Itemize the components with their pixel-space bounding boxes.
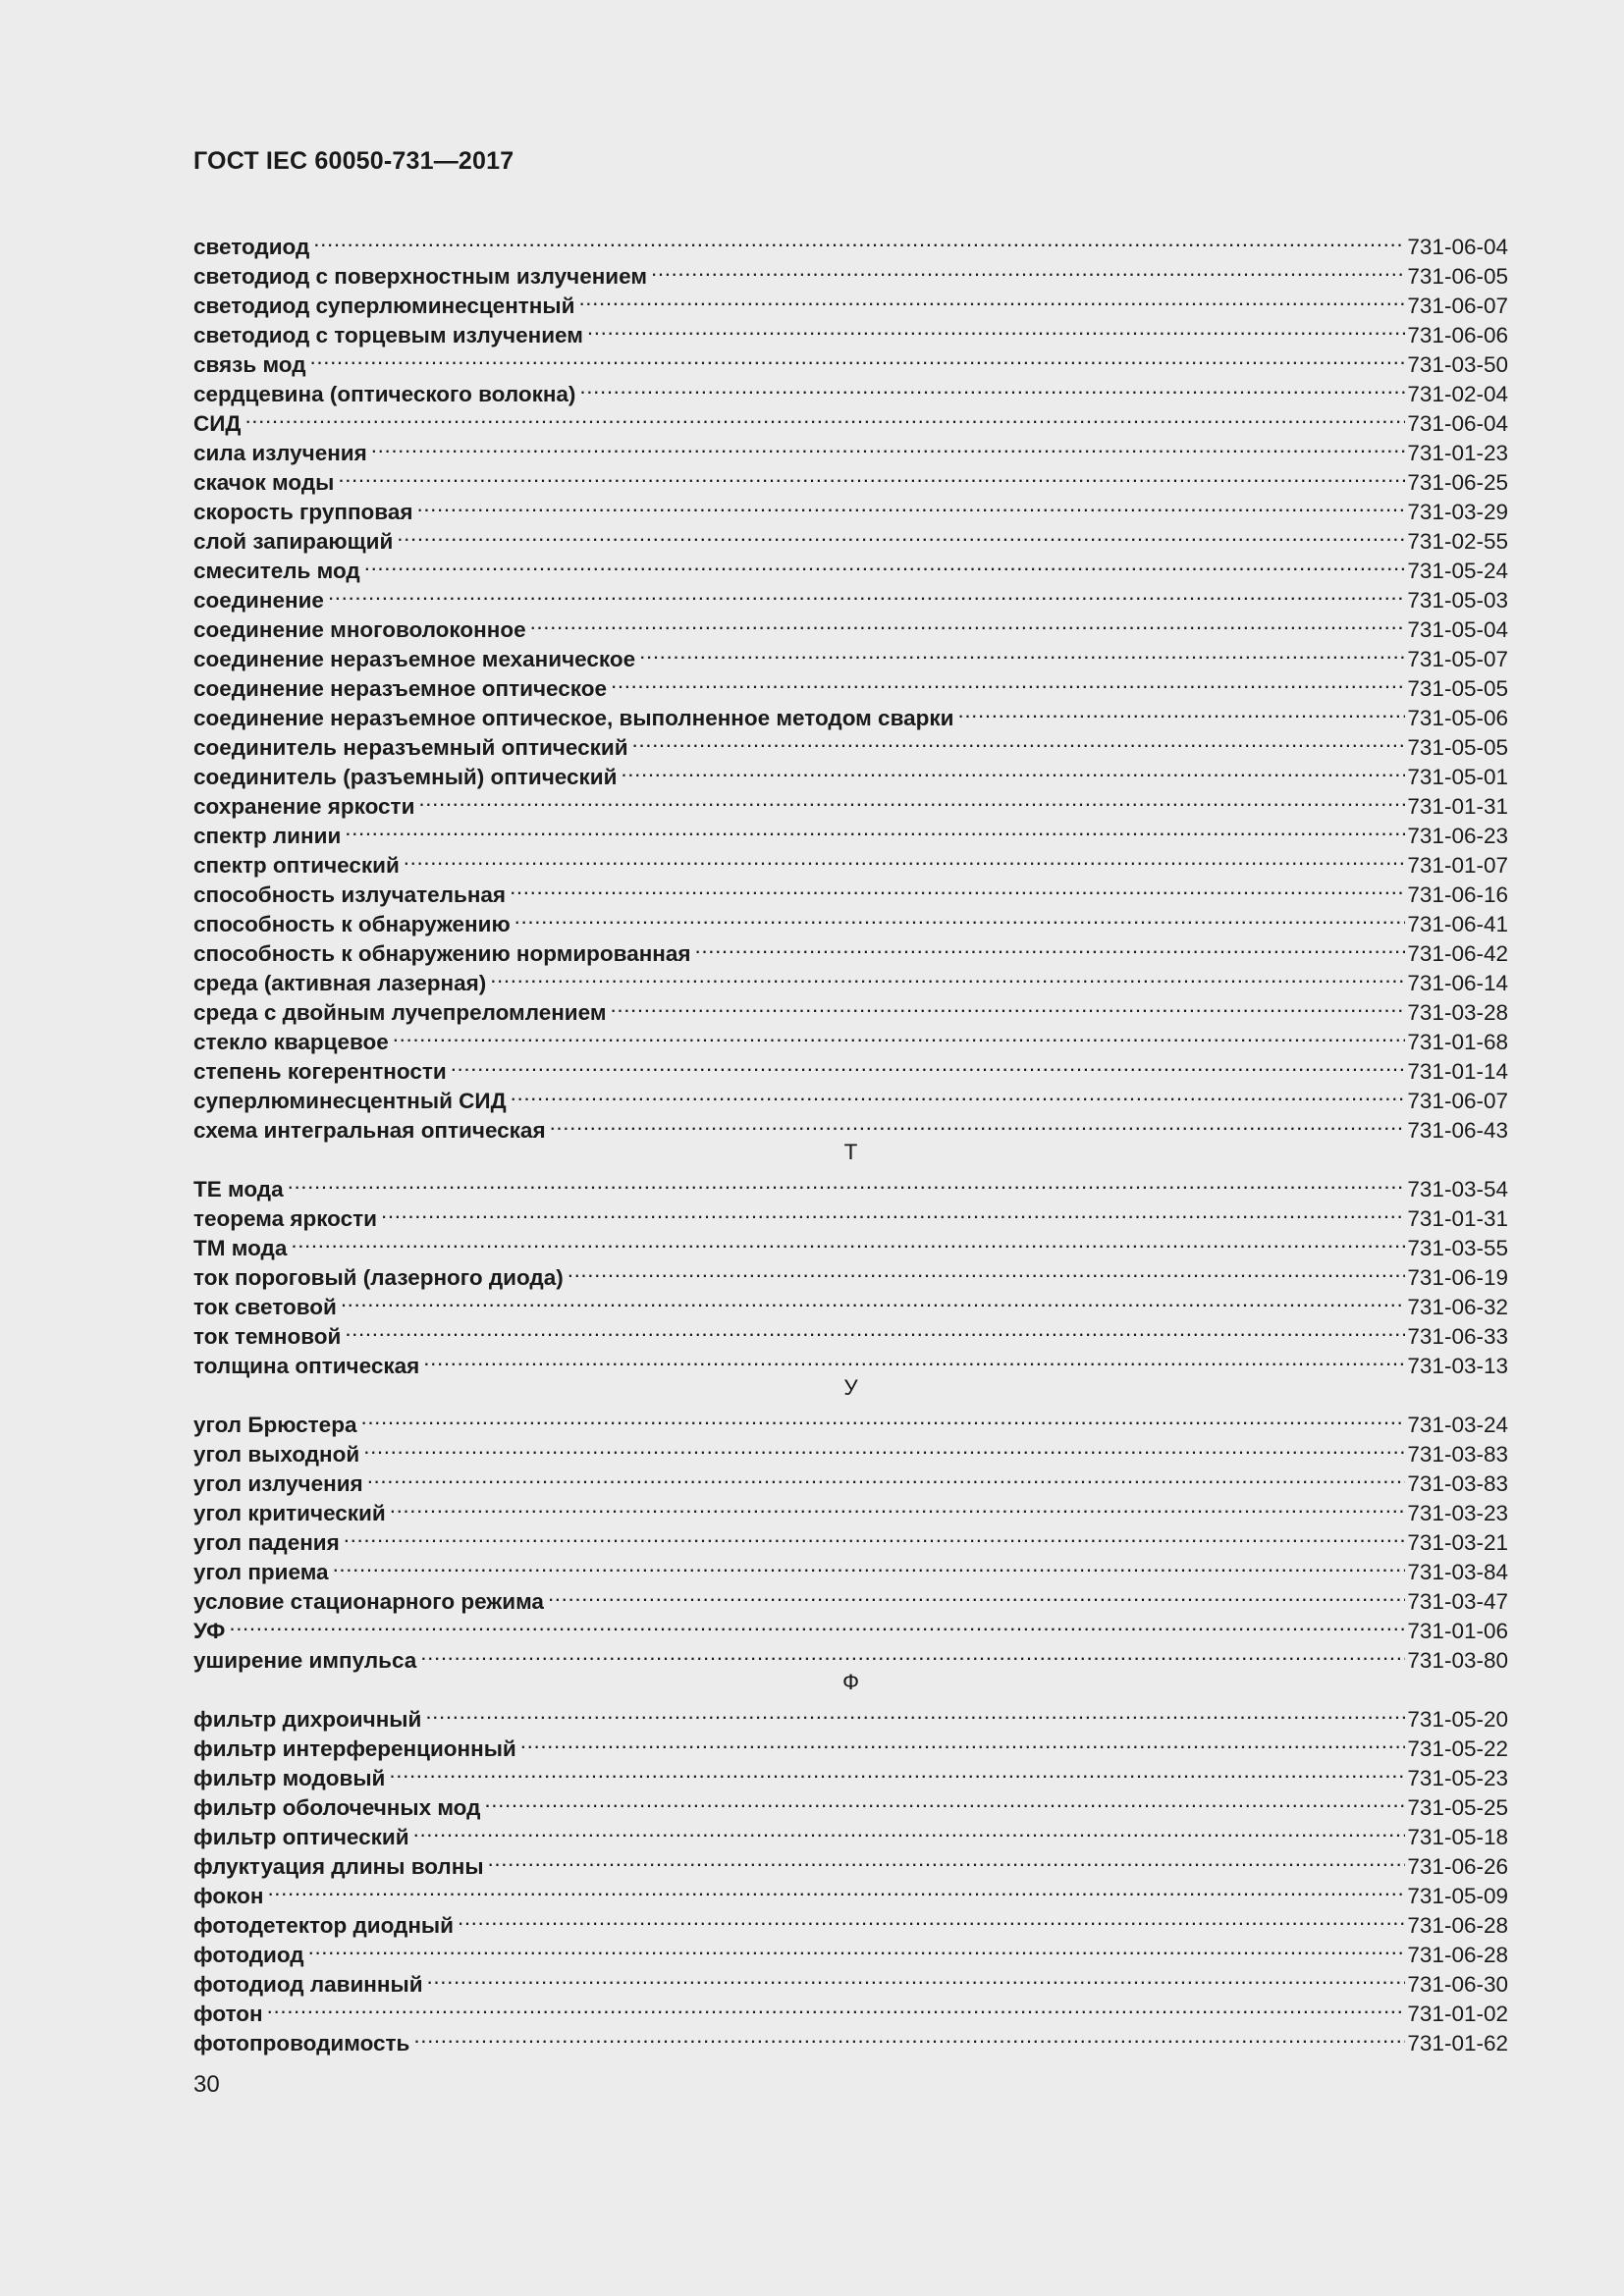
entry-term: сердцевина (оптического волокна)	[193, 382, 576, 406]
entry-code: 731-05-25	[1407, 1795, 1508, 1820]
index-entry	[193, 578, 1508, 613]
entry-term: соединение многоволоконное	[193, 617, 526, 642]
entry-code: 731-01-62	[1407, 2031, 1508, 2056]
entry-term: среда с двойным лучепреломлением	[193, 1000, 607, 1025]
index-entry	[193, 1285, 1508, 1319]
entry-code: 731-06-04	[1407, 235, 1508, 259]
entry-code: 731-06-43	[1407, 1118, 1508, 1143]
dot-leader	[345, 814, 1405, 843]
dot-leader	[367, 1462, 1406, 1491]
dot-leader	[511, 1079, 1406, 1108]
entry-code: 731-03-28	[1407, 1000, 1508, 1025]
dot-leader	[550, 1108, 1406, 1138]
dot-leader	[484, 1786, 1405, 1815]
index-entry	[193, 1579, 1508, 1614]
dot-leader	[425, 1697, 1405, 1727]
dot-leader	[413, 2021, 1405, 2051]
dot-leader	[333, 1550, 1406, 1579]
entry-code: 731-05-05	[1407, 735, 1508, 760]
section-letter: Т	[843, 1140, 858, 1164]
entry-code: 731-06-14	[1407, 971, 1508, 995]
dot-leader	[288, 1167, 1406, 1197]
entry-term: фильтр модовый	[193, 1766, 386, 1790]
entry-code: 731-06-19	[1407, 1265, 1508, 1290]
entry-term: светодиод суперлюминесцентный	[193, 294, 575, 318]
entry-code: 731-03-50	[1407, 352, 1508, 377]
entry-code: 731-05-06	[1407, 706, 1508, 730]
entry-code: 731-03-83	[1407, 1471, 1508, 1496]
index-entry	[193, 372, 1508, 406]
entry-term: ток световой	[193, 1295, 337, 1319]
entry-code: 731-03-84	[1407, 1560, 1508, 1584]
dot-leader	[587, 313, 1406, 343]
entry-code: 731-06-32	[1407, 1295, 1508, 1319]
index-entry	[193, 1432, 1508, 1467]
index-entry	[193, 814, 1508, 848]
entry-term: толщина оптическая	[193, 1354, 420, 1378]
entry-term: стекло кварцевое	[193, 1030, 389, 1054]
entry-term: фильтр оболочечных мод	[193, 1795, 481, 1820]
entry-term: способность к обнаружению нормированная	[193, 941, 691, 966]
dot-leader	[308, 1933, 1406, 1962]
dot-leader	[490, 961, 1405, 990]
dot-leader	[451, 1049, 1406, 1079]
dot-leader	[338, 460, 1405, 490]
entry-term: смеситель мод	[193, 559, 360, 583]
dot-leader	[267, 1992, 1406, 2021]
dot-leader	[611, 990, 1406, 1020]
index-entry	[193, 1197, 1508, 1231]
index-entry	[193, 1255, 1508, 1290]
entry-code: 731-05-18	[1407, 1825, 1508, 1849]
entry-term: угол излучения	[193, 1471, 363, 1496]
entry-code: 731-05-09	[1407, 1884, 1508, 1908]
dot-leader	[611, 667, 1405, 696]
entry-code: 731-01-31	[1407, 1206, 1508, 1231]
dot-leader	[389, 1756, 1405, 1786]
entry-code: 731-02-04	[1407, 382, 1508, 406]
index-entry	[193, 2021, 1508, 2056]
index-entry	[193, 1638, 1508, 1673]
entry-code: 731-05-07	[1407, 647, 1508, 671]
entry-term: соединитель (разъемный) оптический	[193, 765, 618, 789]
index-entry	[193, 254, 1508, 289]
entry-term: угол выходной	[193, 1442, 360, 1467]
entry-code: 731-03-21	[1407, 1530, 1508, 1555]
entry-code: 731-01-23	[1407, 441, 1508, 465]
entry-code: 731-01-68	[1407, 1030, 1508, 1054]
dot-leader	[621, 755, 1405, 784]
dot-leader	[548, 1579, 1405, 1609]
entry-code: 731-03-54	[1407, 1177, 1508, 1201]
entry-term: фотодиод лавинный	[193, 1972, 423, 1997]
dot-leader	[397, 519, 1405, 549]
document-header: ГОСТ IEC 60050-731—2017	[193, 147, 514, 175]
entry-term: ТЕ мода	[193, 1177, 284, 1201]
dot-leader	[488, 1844, 1406, 1874]
index-entry	[193, 1962, 1508, 1997]
dot-leader	[632, 725, 1406, 755]
index-entry	[193, 460, 1508, 495]
entry-term: ток темновой	[193, 1324, 342, 1349]
entry-code: 731-05-22	[1407, 1736, 1508, 1761]
index-entry	[193, 401, 1508, 436]
dot-leader	[651, 254, 1405, 284]
dot-leader	[360, 1403, 1405, 1432]
entry-code: 731-06-05	[1407, 264, 1508, 289]
entry-term: соединение неразъемное механическое	[193, 647, 636, 671]
entry-term: УФ	[193, 1619, 226, 1643]
dot-leader	[345, 1314, 1405, 1344]
entry-term: угол Брюстера	[193, 1413, 357, 1437]
dot-leader	[393, 1020, 1406, 1049]
entry-term: фильтр интерференционный	[193, 1736, 516, 1761]
dot-leader	[313, 225, 1405, 254]
dot-leader	[579, 372, 1405, 401]
entry-term: фильтр дихроичный	[193, 1707, 422, 1732]
entry-term: условие стационарного режима	[193, 1589, 544, 1614]
entry-code: 731-05-20	[1407, 1707, 1508, 1732]
index-entry	[193, 1226, 1508, 1260]
entry-term: соединение	[193, 588, 324, 613]
entry-term: слой запирающий	[193, 529, 394, 554]
entry-code: 731-06-26	[1407, 1854, 1508, 1879]
term-index	[193, 225, 1508, 2056]
index-entry	[193, 1756, 1508, 1790]
entry-term: сила излучения	[193, 441, 367, 465]
index-entry	[193, 1491, 1508, 1525]
entry-code: 731-06-41	[1407, 912, 1508, 936]
dot-leader	[530, 608, 1406, 637]
index-entry	[193, 1903, 1508, 1938]
entry-term: угол критический	[193, 1501, 386, 1525]
entry-term: фотодиод	[193, 1943, 304, 1967]
dot-leader	[423, 1344, 1405, 1373]
entry-term: светодиод с торцевым излучением	[193, 323, 583, 347]
dot-leader	[364, 549, 1406, 578]
index-entry	[193, 1786, 1508, 1820]
entry-code: 731-06-25	[1407, 470, 1508, 495]
dot-leader	[639, 637, 1405, 667]
entry-code: 731-06-28	[1407, 1913, 1508, 1938]
entry-term: фокон	[193, 1884, 264, 1908]
entry-code: 731-06-06	[1407, 323, 1508, 347]
index-entry	[193, 1874, 1508, 1908]
index-entry	[193, 225, 1508, 259]
entry-code: 731-05-24	[1407, 559, 1508, 583]
dot-leader	[418, 784, 1405, 814]
entry-code: 731-05-01	[1407, 765, 1508, 789]
index-entry	[193, 1521, 1508, 1555]
dot-leader	[371, 431, 1406, 460]
entry-term: фотон	[193, 2002, 263, 2026]
entry-term: соединитель неразъемный оптический	[193, 735, 628, 760]
entry-code: 731-03-23	[1407, 1501, 1508, 1525]
entry-code: 731-06-28	[1407, 1943, 1508, 1967]
dot-leader	[244, 401, 1405, 431]
dot-leader	[229, 1609, 1405, 1638]
entry-code: 731-03-83	[1407, 1442, 1508, 1467]
dot-leader	[520, 1727, 1406, 1756]
entry-code: 731-01-31	[1407, 794, 1508, 819]
entry-code: 731-03-47	[1407, 1589, 1508, 1614]
entry-code: 731-03-29	[1407, 500, 1508, 524]
index-entry	[193, 1550, 1508, 1584]
index-entry	[193, 549, 1508, 583]
entry-term: угол приема	[193, 1560, 329, 1584]
entry-code: 731-06-42	[1407, 941, 1508, 966]
index-entry	[193, 343, 1508, 377]
index-entry	[193, 1314, 1508, 1349]
entry-term: фотопроводимость	[193, 2031, 410, 2056]
entry-term: светодиод	[193, 235, 310, 259]
dot-leader	[381, 1197, 1405, 1226]
index-entry	[193, 608, 1508, 642]
entry-code: 731-05-23	[1407, 1766, 1508, 1790]
entry-code: 731-05-04	[1407, 617, 1508, 642]
entry-code: 731-03-13	[1407, 1354, 1508, 1378]
page-number: 30	[193, 2071, 220, 2098]
index-entry	[193, 1609, 1508, 1643]
entry-term: связь мод	[193, 352, 306, 377]
index-entry	[193, 1933, 1508, 1967]
entry-term: схема интегральная оптическая	[193, 1118, 546, 1143]
index-entry	[193, 1167, 1508, 1201]
entry-term: сохранение яркости	[193, 794, 415, 819]
dot-leader	[363, 1432, 1405, 1462]
dot-leader	[695, 932, 1406, 961]
entry-code: 731-05-05	[1407, 676, 1508, 701]
entry-term: угол падения	[193, 1530, 340, 1555]
entry-term: соединение неразъемное оптическое, выполненное методом сварки	[193, 706, 954, 730]
entry-code: 731-06-04	[1407, 411, 1508, 436]
dot-leader	[416, 490, 1405, 519]
section-letter: У	[843, 1375, 858, 1400]
dot-leader	[413, 1815, 1406, 1844]
entry-term: способность к обнаружению	[193, 912, 511, 936]
index-entry	[193, 1462, 1508, 1496]
entry-code: 731-06-16	[1407, 882, 1508, 907]
entry-code: 731-06-33	[1407, 1324, 1508, 1349]
dot-leader	[420, 1638, 1405, 1668]
dot-leader	[341, 1285, 1406, 1314]
entry-term: фильтр оптический	[193, 1825, 409, 1849]
index-entry	[193, 1992, 1508, 2026]
dot-leader	[291, 1226, 1405, 1255]
entry-code: 731-06-07	[1407, 294, 1508, 318]
dot-leader	[344, 1521, 1406, 1550]
dot-leader	[578, 284, 1405, 313]
entry-term: степень когерентности	[193, 1059, 447, 1084]
entry-term: спектр линии	[193, 824, 342, 848]
section-letter: Ф	[841, 1670, 860, 1694]
entry-term: флуктуация длины волны	[193, 1854, 484, 1879]
dot-leader	[390, 1491, 1406, 1521]
dot-leader	[404, 843, 1406, 873]
index-entry	[193, 1403, 1508, 1437]
entry-code: 731-01-02	[1407, 2002, 1508, 2026]
dot-leader	[510, 873, 1405, 902]
entry-code: 731-01-06	[1407, 1619, 1508, 1643]
entry-term: светодиод с поверхностным излучением	[193, 264, 647, 289]
dot-leader	[568, 1255, 1406, 1285]
dot-leader	[514, 902, 1406, 932]
dot-leader	[310, 343, 1406, 372]
entry-code: 731-03-24	[1407, 1413, 1508, 1437]
entry-term: спектр оптический	[193, 853, 400, 878]
entry-code: 731-03-80	[1407, 1648, 1508, 1673]
dot-leader	[957, 696, 1405, 725]
dot-leader	[328, 578, 1405, 608]
entry-term: скорость групповая	[193, 500, 413, 524]
entry-term: способность излучательная	[193, 882, 507, 907]
dot-leader	[458, 1903, 1405, 1933]
index-entry	[193, 431, 1508, 465]
entry-code: 731-03-55	[1407, 1236, 1508, 1260]
index-entry	[193, 1344, 1508, 1378]
entry-code: 731-02-55	[1407, 529, 1508, 554]
dot-leader	[267, 1874, 1405, 1903]
entry-code: 731-01-07	[1407, 853, 1508, 878]
entry-term: суперлюминесцентный СИД	[193, 1089, 507, 1113]
entry-term: соединение неразъемное оптическое	[193, 676, 607, 701]
index-entry	[193, 1697, 1508, 1732]
entry-term: теорема яркости	[193, 1206, 377, 1231]
entry-term: уширение импульса	[193, 1648, 417, 1673]
entry-term: СИД	[193, 411, 242, 436]
entry-code: 731-01-14	[1407, 1059, 1508, 1084]
entry-term: ТМ мода	[193, 1236, 288, 1260]
entry-term: ток пороговый (лазерного диода)	[193, 1265, 564, 1290]
index-entry	[193, 843, 1508, 878]
entry-term: фотодетектор диодный	[193, 1913, 454, 1938]
entry-code: 731-06-30	[1407, 1972, 1508, 1997]
entry-code: 731-06-07	[1407, 1089, 1508, 1113]
entry-term: среда (активная лазерная)	[193, 971, 487, 995]
entry-term: скачок моды	[193, 470, 335, 495]
dot-leader	[427, 1962, 1406, 1992]
entry-code: 731-05-03	[1407, 588, 1508, 613]
entry-code: 731-06-23	[1407, 824, 1508, 848]
index-entry	[193, 490, 1508, 524]
